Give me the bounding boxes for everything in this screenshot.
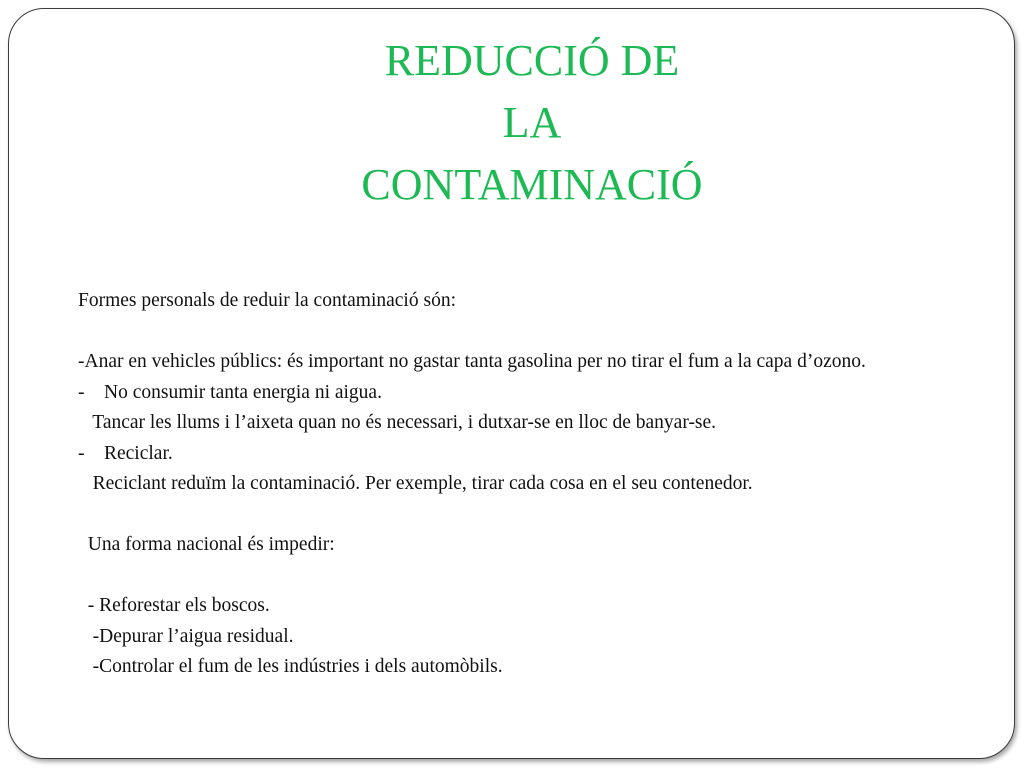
list-item-energy: - No consumir tanta energia ni aigua. xyxy=(78,381,382,403)
slide-title xyxy=(0,30,1024,216)
slide-body xyxy=(78,286,958,683)
spacer xyxy=(78,317,958,348)
title-line-1: REDUCCIÓ DE xyxy=(384,36,680,85)
title-line-3: CONTAMINACIÓ xyxy=(361,160,703,209)
national-item-reforest: - Reforestar els boscos. xyxy=(78,595,270,616)
list-item-recycle: - Reciclar. xyxy=(78,442,173,464)
list-item-vehicles: -Anar en vehicles públics: és important no gastar tanta gasolina per no tirar el fum a la capa d’ozono. xyxy=(78,351,866,372)
national-item-water: -Depurar l’aigua residual. xyxy=(78,625,294,647)
intro-text: Formes personals de reduir la contaminació són: xyxy=(78,290,456,311)
spacer xyxy=(78,561,958,592)
list-item-recycle-detail: Reciclant reduïm la contaminació. Per exemple, tirar cada cosa en el seu contenedor. xyxy=(78,473,753,494)
national-item-smoke: -Controlar el fum de les indústries i dels automòbils. xyxy=(78,656,503,677)
national-intro-text: Una forma nacional és impedir: xyxy=(78,534,335,555)
title-line-2: LA xyxy=(502,98,562,147)
list-item-energy-detail: Tancar les llums i l’aixeta quan no és necessari, i dutxar-se en lloc de banyar-se. xyxy=(78,412,717,433)
spacer xyxy=(78,500,958,531)
